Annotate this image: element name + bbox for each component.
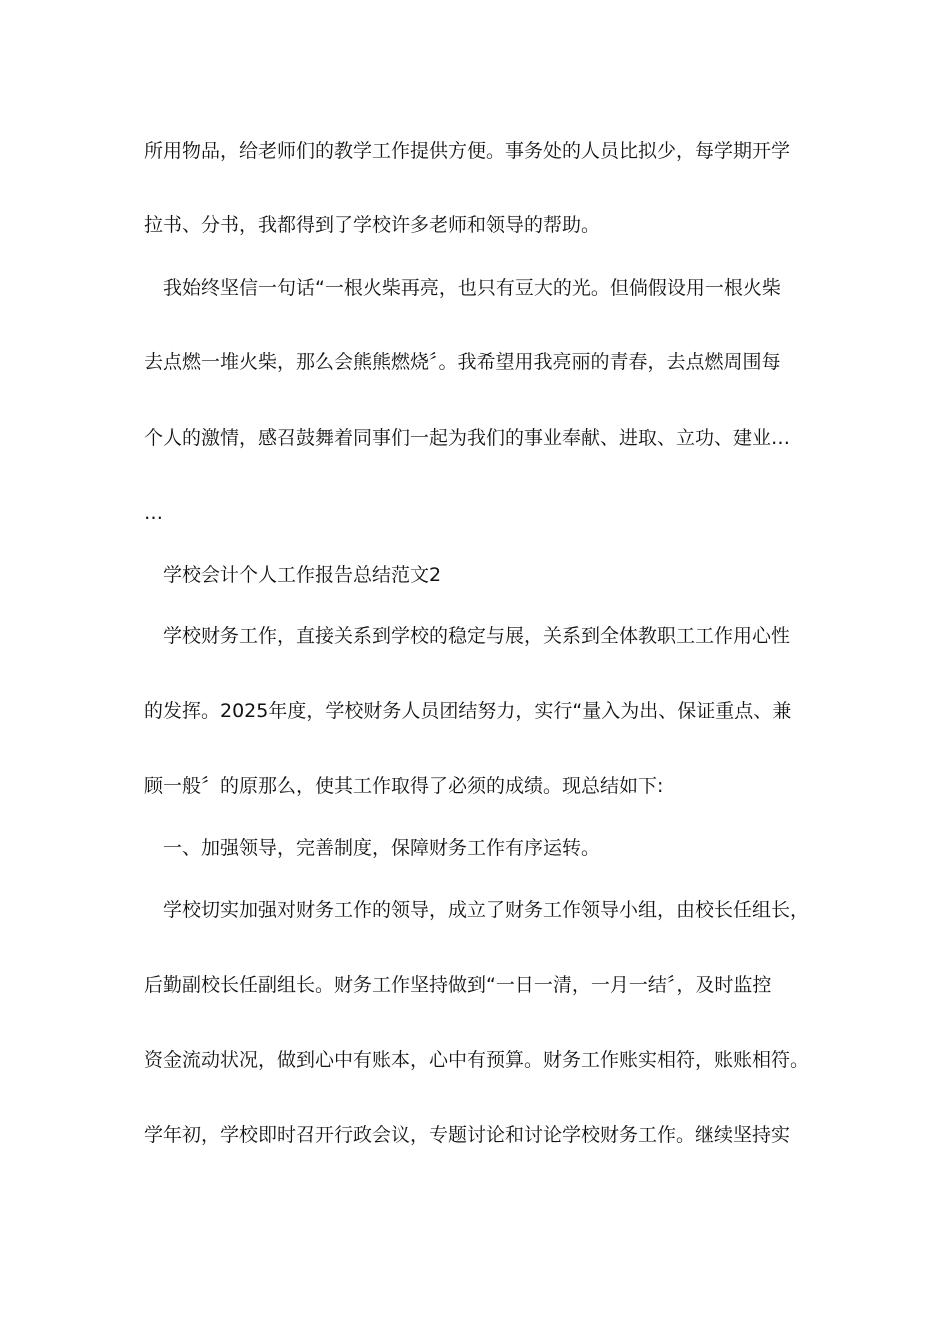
paragraph-start-line: 学校切实加强对财务工作的领导，成立了财务工作领导小组，由校长任组长， [163,899,810,921]
text-line: 顾一般〞的原那么，使其工作取得了必须的成绩。现总结如下: [144,775,664,797]
text-line: 个人的激情，感召鼓舞着同事们一起为我们的事业奉献、进取、立功、建业… [144,427,791,449]
text-line: 去点燃一堆火柴，那么会熊熊燃烧〞。我希望用我亮丽的青春，去点燃周围每 [144,351,781,373]
text-line: 拉书、分书，我都得到了学校许多老师和领导的帮助。 [144,214,601,236]
paragraph-start-line: 我始终坚信一句话“一根火柴再亮，也只有豆大的光。但倘假设用一根火柴 [163,277,781,299]
section-title: 学校会计个人工作报告总结范文2 [163,564,442,586]
paragraph-start-line: 学校财务工作，直接关系到学校的稳定与展，关系到全体教职工工作用心性 [163,625,791,647]
text-line: 后勤副校长任副组长。财务工作坚持做到“一日一清，一月一结〞，及时监控 [144,974,772,996]
text-line: 的发挥。2025年度，学校财务人员团结努力，实行“量入为出、保证重点、兼 [144,700,792,722]
text-line: 学年初，学校即时召开行政会议，专题讨论和讨论学校财务工作。继续坚持实 [144,1124,791,1146]
section-heading: 一、加强领导，完善制度，保障财务工作有序运转。 [163,837,601,859]
text-line: 资金流动状况，做到心中有账本，心中有预算。财务工作账实相符，账账相符。 [144,1049,810,1071]
text-line: … [144,502,163,524]
text-line: 所用物品，给老师们的教学工作提供方便。事务处的人员比拟少，每学期开学 [144,140,791,162]
